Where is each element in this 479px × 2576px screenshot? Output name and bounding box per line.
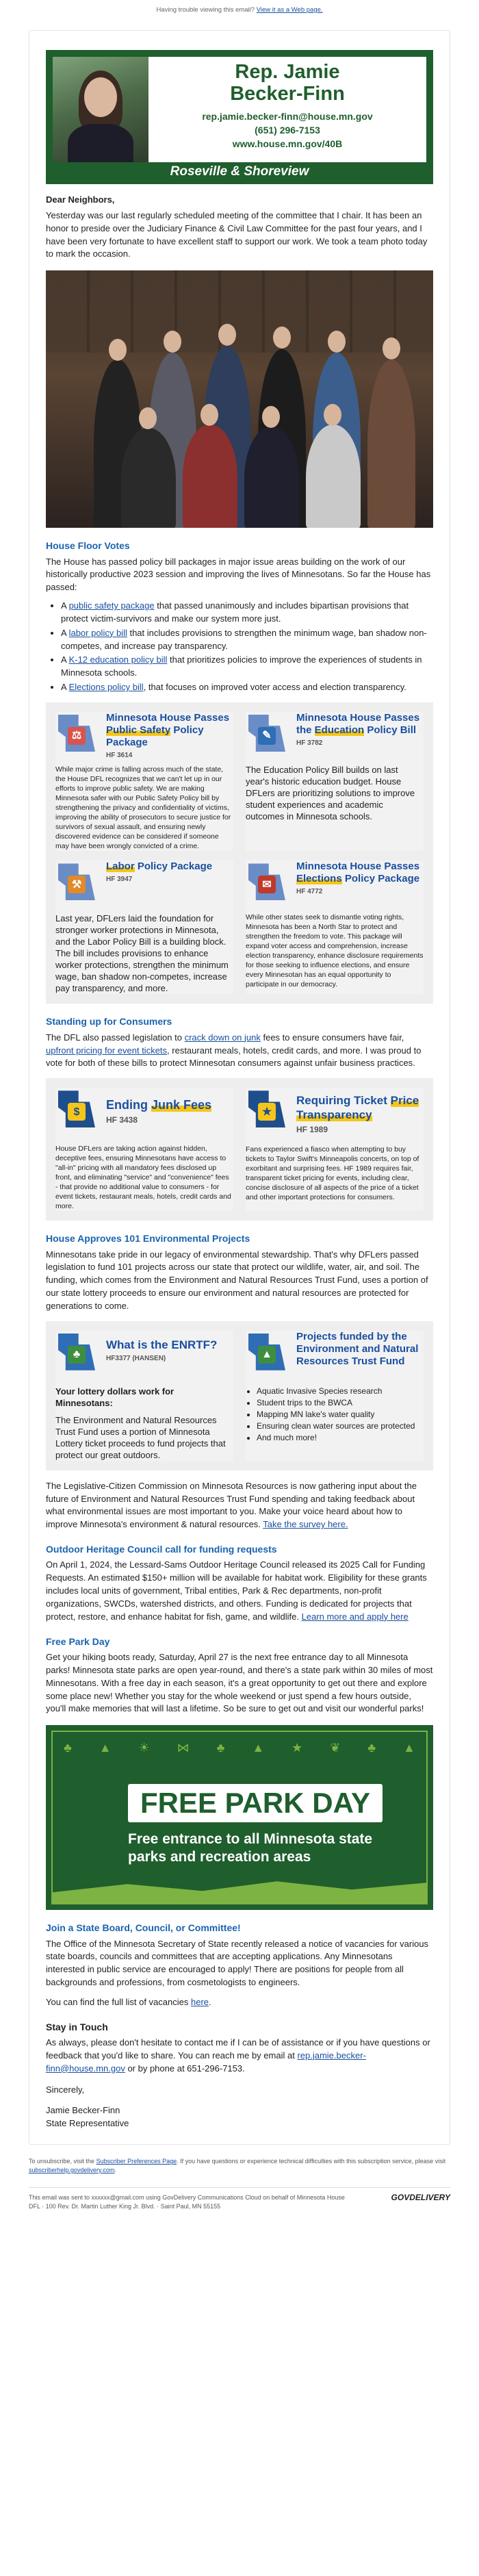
hardhat-icon: ⚒ [55,860,101,908]
banner-subtitle: Free entrance to all Minnesota state parks and recreation areas [128,1831,373,1865]
card-text: Fans experienced a fiasco when attempting to buy tickets to Taylor Swift's Minneapolis concerts, on top of exorbitant and surprising fees. HF 1989 requires fair, transparent ticket pricing for events, including clear, concise disclosure of all aspects of the price of a ticket and other important protections for consumers. [246,1145,419,1201]
fish-icon: ⋈ [177,1741,190,1755]
labor-policy-link[interactable]: labor policy bill [68,627,127,638]
tree-icon: ♣ [55,1331,101,1379]
bills-list [61,600,433,694]
ballot-icon: ✉ [246,860,291,908]
landscape-icon: ▲ [246,1331,291,1379]
mountain-icon: ▲ [252,1741,265,1755]
park-icons [53,1732,426,1763]
tent-icon: ▲ [99,1741,112,1755]
banner-title: FREE PARK DAY [128,1784,383,1822]
public-safety-card [55,712,233,852]
card-title: Minnesota House Passes Elections Policy Package [296,860,420,885]
district-label: Roseville & Shoreview [170,164,309,179]
boards-heading: Join a State Board, Council, or Committee! [46,1922,241,1934]
projects-list [257,1386,424,1444]
tree-icon: ♣ [367,1741,376,1755]
help-link[interactable]: subscriberhelp.govdelivery.com [29,2167,115,2174]
list-item: • A labor policy bill that includes provisions to strengthen the minimum wage, ban shadow non-competes, and increase pay transparency. [61,627,433,653]
elections-policy-link[interactable]: Elections policy bill [68,682,144,693]
list-item: • Aquatic Invasive Species research [257,1386,424,1397]
public-safety-link[interactable]: public safety package [68,600,155,611]
env-heading: House Approves 101 Environmental Projects [46,1233,250,1245]
sent-info: This email was sent to xxxxxx@gmail.com using GovDelivery Communications Cloud on behalf of Minnesota House DFL · 100 Rev. Dr. Martin Luther King Jr. Blvd. · Saint Paul, MN 55155 [29,2194,345,2210]
footer [29,2157,450,2211]
education-card [246,712,424,852]
tree-icon: ♣ [216,1741,225,1755]
vacancies-line: You can find the full list of vacancies here. [46,1996,211,2007]
house-floor-votes-heading: House Floor Votes [46,540,130,552]
heritage-paragraph: On April 1, 2024, the Lessard-Sams Outdoor Heritage Council released its 2025 Call for Funding Requests. An estimated $150+ million will be available for habitat work. Eligibility for these grants includes local units of government, Tribal entities, Park & Rec departments, non-profit organizations, SWCDs, watershed districts, and others. Funding is dedicated for projects that protect, restore, and enhance habitat for fish, game, and wildlife. Learn more and apply here [46,1559,427,1622]
sun-icon: ☀ [138,1741,150,1755]
card-lead: Your lottery dollars work for Minnesotans: [55,1386,174,1408]
park-day-paragraph: Get your hiking boots ready, Saturday, April 27 is the next free entrance day to all Minnesota parks! Minnesota state parks are open year-round, and there's a state park within 30 miles of most Minnesotans. With a free day in each season, it's a great opportunity to get out there and explore some place new! Whether you stay for the whole weekend or just spend a few hours outside, you'll make memories that will last a lifetime. So be sure to get out and visit our wonderful parks! [46,1651,433,1714]
card-title: Requiring Ticket Price Transparency [296,1094,419,1122]
intro-paragraph: Yesterday was our last regularly scheduled meeting of the committee that I chair. It has been an honor to preside over the Judiciary Finance & Civil Law Committee for the past four years, and I have been very fortunate to have excellent staff to support our work. We took a team photo today to mark the occasion. [46,209,428,259]
preheader [0,0,479,30]
card-title: What is the ENRTF? [106,1338,218,1351]
pencil-icon: ✎ [246,712,291,760]
heritage-heading: Outdoor Heritage Council call for funding requests [46,1544,277,1555]
team-photo [46,270,433,528]
consumers-heading: Standing up for Consumers [46,1016,172,1028]
list-item: • And much more! [257,1432,424,1444]
unsubscribe-text: To unsubscribe, visit the Subscriber Preferences Page. If you have questions or experience technical difficulties with this subscription service, please visit subscriberhelp.govdelivery.com. [29,2158,446,2174]
enrtf-cards [46,1321,433,1470]
card-text: The Environment and Natural Resources Trust Fund uses a portion of Minnesota Lottery ticket proceeds to fund projects that protect our great outdoors. [55,1414,226,1460]
leaf-icon: ❦ [330,1741,341,1755]
preheader-text: Having trouble viewing this email? [156,6,257,14]
bill-number: HF 3782 [296,739,323,747]
govdelivery-logo: GOVDELIVERY [391,2193,450,2203]
free-park-day-banner [46,1725,433,1910]
bill-number: HF 3438 [106,1115,138,1125]
web-version-link[interactable]: View it as a Web page. [256,6,323,14]
bill-number: HF 3947 [106,876,133,884]
policy-cards-grid [46,702,433,1004]
junk-fees-link[interactable]: crack down on junk [184,1032,261,1043]
bill-number: HF 1989 [296,1125,328,1135]
bill-number: HF 4772 [296,888,323,896]
survey-link[interactable]: Take the survey here. [263,1519,348,1530]
elections-card [246,860,424,994]
labor-card [55,860,233,994]
card-text: The Education Policy Bill builds on last year's historic education budget. House DFLers are prioritizing solutions to improve student experiences and academic outcomes in Minnesota schools. [246,764,415,821]
list-item: • A Elections policy bill, that focuses on improved voter access and election transparency. [61,681,433,694]
education-policy-link[interactable]: K-12 education policy bill [68,654,168,665]
list-item: • A public safety package that passed unanimously and includes bipartisan provisions that protect victim-survivors and make our system more just. [61,600,433,626]
card-text: Last year, DFLers laid the foundation for stronger worker protections in Minnesota, and the Labor Policy Bill is a building block. The bill includes provisions to enhance worker protections, strengthen the minimum wage, ban shadow non-competes, increase pay transparency, and more. [55,913,229,994]
env-paragraph: Minnesotans take pride in our legacy of environmental stewardship. That's why DFLers passed legislation to fund 101 projects across our state that protect our wildlife, water, air, and soil. The funding, which comes from the Environment and Natural Resources Trust Fund, uses a portion of our state lottery proceeds to ensure our environment and natural resources are protected for generations to come. [46,1249,428,1311]
rep-email: rep.jamie.becker-finn@house.mn.gov [202,111,373,122]
boards-paragraph: The Office of the Minnesota Secretary of State recently released a notice of vacancies for various state boards, councils and committees that are accepting applications. Any Minnesotans interested in public service are encouraged to apply! There are positions for people from all backgrounds and professions, from cosmetologists to engineers. [46,1938,429,1988]
card-title: Projects funded by the Environment and Natural Resources Trust Fund [296,1330,419,1367]
card-title: Minnesota House Passes the Education Policy Bill [296,711,420,736]
card-title: Labor Policy Package [106,860,213,873]
signature-name: Jamie Becker-Finn [46,2105,120,2116]
list-item: • Ensuring clean water sources are protected [257,1420,424,1432]
consumers-paragraph: The DFL also passed legislation to crack down on junk fees to ensure consumers have fair, upfront pricing for event tickets, restaurant meals, hotels, credit cards, and more. I was proud to vote for both of these bills to protect Minnesotan consumers against unfair business practices. [46,1032,422,1069]
consumer-cards [46,1078,433,1221]
rep-name-line2: Becker-Finn [230,83,345,105]
representative-photo [53,57,148,162]
rep-name-line1: Rep. Jamie [235,61,340,83]
junk-fees-card [55,1088,233,1211]
bill-number: HF 3614 [106,751,133,759]
list-item: • Mapping MN lake's water quality [257,1409,424,1420]
gavel-icon: ⚖ [55,712,101,760]
signature-title: State Representative [46,2118,129,2129]
stay-heading: Stay in Touch [46,2021,108,2032]
park-day-heading: Free Park Day [46,1635,110,1647]
lccmr-paragraph: The Legislative-Citizen Commission on Minnesota Resources is now gathering input about the future of Environment and Natural Resources Trust Fund spending and taking feedback about what environmental issues are most important to you. Make your voice heard about how to improve Minnesota's environment & natural resources. Take the survey here. [46,1480,417,1530]
card-title: Minnesota House Passes Public Safety Policy Package [106,711,230,748]
bill-number: HF3377 (HANSEN) [106,1354,166,1362]
apply-link[interactable]: Learn more and apply here [301,1611,409,1622]
closing: Sincerely, [46,2084,85,2095]
tent-icon: ▲ [403,1741,415,1755]
house-floor-votes-paragraph: The House has passed policy bill packages in major issue areas building on the work of our historically productive 2023 session and improving the lives of Minnesotans. So far the House has passed: [46,556,431,593]
tree-icon: ♣ [64,1741,72,1755]
header-banner [46,50,433,184]
vacancies-link[interactable]: here [190,1996,209,2007]
card-text: While major crime is falling across much of the state, the House DFL recognizes that we can't let up in our efforts to improve public safety. We are making Minnesota safer with our Public Safety Policy bill by strengthening the privacy and confidentiality of victims, improving the ability of prosecutors to secure justice for survivors of sexual assault, and ensuring newly discovered evidence can be considered if someone may have been wrongly convicted of a crime. [55,765,231,851]
dollar-icon: $ [55,1088,101,1136]
salutation: Dear Neighbors, [46,194,115,205]
rep-website: www.house.mn.gov/40B [232,138,343,149]
rep-phone: (651) 296-7153 [255,125,320,136]
ticket-icon: ★ [246,1088,291,1136]
projects-card [246,1331,424,1461]
newsletter-body [29,30,450,2145]
list-item: • A K-12 education policy bill that prioritizes policies to improve the experiences of students in Minnesota schools. [61,654,433,680]
star-icon: ★ [292,1741,303,1755]
preferences-link[interactable]: Subscriber Preferences Page [96,2158,177,2165]
card-title: Ending Junk Fees [106,1098,212,1112]
enrtf-card [55,1331,233,1461]
card-text: While other states seek to dismantle voting rights, Minnesota has been a North Star to protect and strengthen the freedom to vote. This package will expand voter access and comprehension, increase election transparency, enhance disclosure requirements for those seeking to influence elections, and ensure every Minnesotan has an equal opportunity to participate in our democracy. [246,913,424,989]
email-link[interactable]: rep.jamie.becker-finn@house.mn.gov [46,2050,366,2074]
stay-paragraph: As always, please don't hesitate to contact me if I can be of assistance or if you have questions or feedback that you'd like to share. You can reach me by email at rep.jamie.becker-finn@house.mn.gov or by phone at 651-296-7153. [46,2037,430,2074]
ticket-pricing-link[interactable]: upfront pricing for event tickets [46,1045,168,1056]
list-item: • Student trips to the BWCA [257,1397,424,1409]
card-text: House DFLers are taking action against hidden, deceptive fees, ensuring Minnesotans have access to "all-in" pricing with all mandatory fees disclosed up front, and eliminating "service" and "convenience" fees - that provide no additional value to consumers - for event tickets, restaurant meals, hotels, credit cards and more. [55,1145,231,1211]
ticket-transparency-card [246,1088,424,1211]
